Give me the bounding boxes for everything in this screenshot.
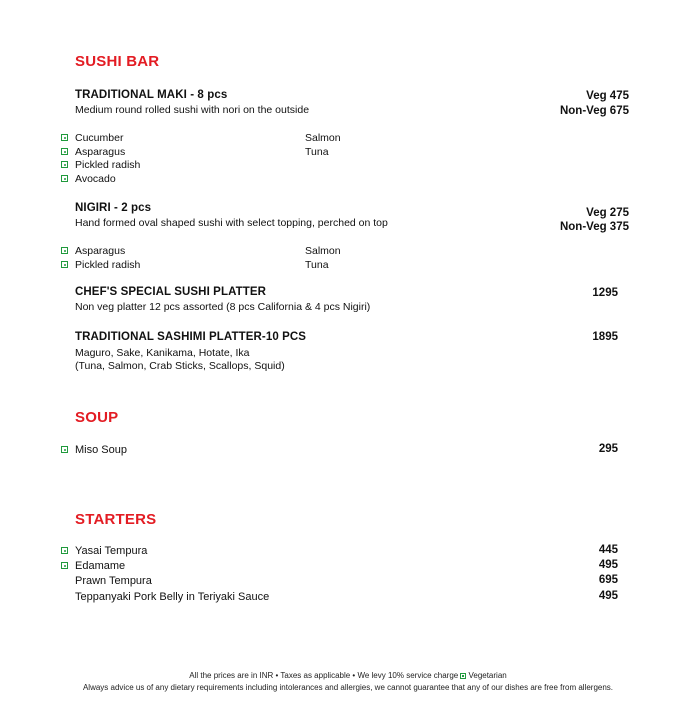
veg-icon <box>61 261 68 268</box>
item-title-sashimi-platter: TRADITIONAL SASHIMI PLATTER-10 PCS <box>75 331 307 343</box>
price-miso-soup: 295 <box>598 443 618 455</box>
item-desc-sashimi-platter: Maguro, Sake, Kanikama, Hotate, Ika <box>75 347 250 359</box>
menu-item-teppanyaki-pork-belly: Teppanyaki Pork Belly in Teriyaki Sauce <box>75 591 270 603</box>
price-nonveg-nigiri: Non-Veg 375 <box>559 221 629 233</box>
section-title-starters: STARTERS <box>75 511 157 528</box>
list-item: Tuna <box>305 146 329 158</box>
list-item: Pickled radish <box>75 259 141 271</box>
price-chefs-platter: 1295 <box>592 287 618 299</box>
item-desc-sashimi-platter-english: (Tuna, Salmon, Crab Sticks, Scallops, Squid) <box>75 360 285 372</box>
price-veg-maki: Veg 475 <box>586 90 629 102</box>
price-sashimi-platter: 1895 <box>592 331 618 343</box>
menu-item-miso-soup: Miso Soup <box>75 444 127 456</box>
section-title-soup: SOUP <box>75 409 119 426</box>
item-desc-chefs-platter: Non veg platter 12 pcs assorted (8 pcs California & 4 pcs Nigiri) <box>75 301 371 313</box>
price-edamame: 495 <box>598 559 618 571</box>
veg-icon <box>61 134 68 141</box>
veg-icon <box>61 562 68 569</box>
list-item: Salmon <box>305 132 341 144</box>
item-title-chefs-platter: CHEF'S SPECIAL SUSHI PLATTER <box>75 286 267 298</box>
list-item: Pickled radish <box>75 159 141 171</box>
list-item: Cucumber <box>75 132 124 144</box>
footer-veg-label: Vegetarian <box>468 671 507 680</box>
footer-allergen-note: Always advice us of any dietary requirements including intolerances and allergies, we cannot guarantee that any of our dishes are free from allergens. <box>82 683 614 692</box>
menu-item-yasai-tempura: Yasai Tempura <box>75 545 148 557</box>
price-prawn-tempura: 695 <box>598 574 618 586</box>
veg-icon <box>460 673 466 679</box>
veg-icon <box>61 148 68 155</box>
veg-icon <box>61 161 68 168</box>
footer-pricing-note <box>0 671 696 680</box>
menu-item-prawn-tempura: Prawn Tempura <box>75 575 152 587</box>
veg-icon <box>61 547 68 554</box>
price-teppanyaki-pork-belly: 495 <box>598 590 618 602</box>
menu-item-edamame: Edamame <box>75 560 126 572</box>
list-item: Asparagus <box>75 245 126 257</box>
price-nonveg-maki: Non-Veg 675 <box>559 105 629 117</box>
list-item: Asparagus <box>75 146 126 158</box>
item-title-traditional-maki: TRADITIONAL MAKI - 8 pcs <box>75 89 228 101</box>
footer-pricing-text: All the prices are in INR • Taxes as applicable • We levy 10% service charge <box>189 671 459 680</box>
item-title-nigiri: NIGIRI - 2 pcs <box>75 202 152 214</box>
price-veg-nigiri: Veg 275 <box>586 207 629 219</box>
price-yasai-tempura: 445 <box>598 544 618 556</box>
item-desc-traditional-maki: Medium round rolled sushi with nori on the outside <box>75 104 310 116</box>
veg-icon <box>61 175 68 182</box>
list-item: Salmon <box>305 245 341 257</box>
list-item: Avocado <box>75 173 116 185</box>
section-title-sushi-bar: SUSHI BAR <box>75 53 160 70</box>
veg-icon <box>61 247 68 254</box>
list-item: Tuna <box>305 259 329 271</box>
veg-icon <box>61 446 68 453</box>
item-desc-nigiri: Hand formed oval shaped sushi with select topping, perched on top <box>75 217 388 229</box>
